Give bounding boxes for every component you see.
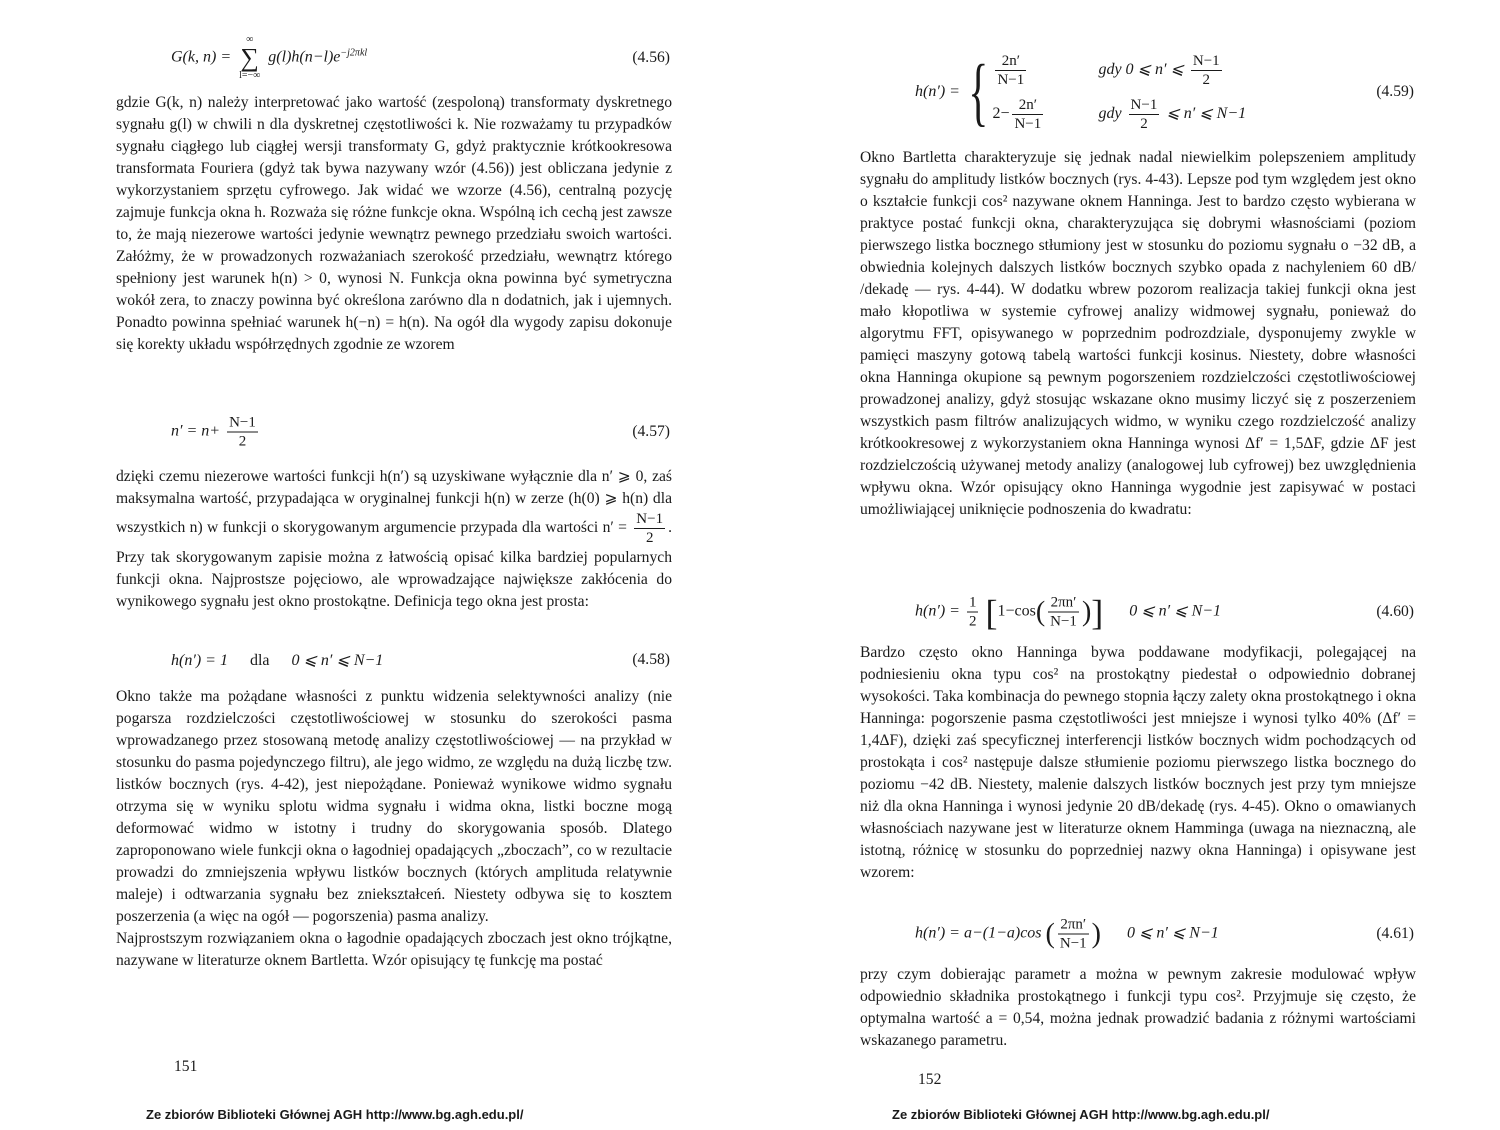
equation-4-60: h(n′) = $\frac{1}{2}$ [1−cos( $\frac{2\pi n'}{N-1}$ )] 0 ⩽ n′ ⩽ N−1 (4.60) <box>915 592 1414 632</box>
eq-number: (4.58) <box>632 651 670 668</box>
equation-4-57: n′ = n+ $\frac{N-1}{2}$ (4.57) <box>171 414 670 450</box>
equation-4-58: h(n′) = 1 dla 0 ⩽ n′ ⩽ N−1 (4.58) <box>171 651 670 669</box>
paragraph: gdzie G(k, n) należy interpretować jako wartość (zespoloną) transformaty dyskretnego sygnału g(l) w chwili n dla dyskretnej częstotliwości k. Nie rozważamy tu przypadków sygnału ciągłego lub ciągłej wersji transformaty G, gdyż praktycznie krótkookresowa transformata Fouriera (gdyż tak bywa nazywany wzór (4.56)) jest obliczana jedynie z wykorzystaniem sprzętu cyfrowego. Jak widać we wzorze (4.56), centralną pozycję zajmuje funkcja okna h. Rozważa się różne funkcje okna. Wspólną ich cechą jest zawsze to, że mają niezerowe wartości jedynie wewnątrz pewnego przedziału swoich wartości. Załóżmy, że w prowadzonych rozważaniach szerokość przedziału, wewnątrz którego spełniony jest warunek h(n) > 0, wynosi N. Funkcja okna powinna być symetryczna wokół zera, to znaczy powinna być określona zarówno dla n dodatnich, jak i ujemnych. Ponadto powinna spełniać warunek h(−n) = h(n). Na ogół dla wygody zapisu dokonuje się korekty układu współrzędnych zgodnie ze wzorem <box>116 94 672 353</box>
library-footer: Ze zbiorów Biblioteki Głównej AGH http://www.bg.agh.edu.pl/ <box>892 1107 1270 1122</box>
paragraph: Bardzo często okno Hanninga bywa poddawane modyfikacji, polegającej na podniesieniu okna typu cos² na prostokątny piedestał o odpowiednio dobranej wysokości. Taka kombinacja do pewnego stopnia łączy zalety okna prostokątnego i okna Hanninga: pogorszenie pasma częstotliwości jest mniejsze i wynosi tylko 40% (Δf′ = 1,4ΔF), dzięki zaś specyficznej interferencji listków bocznych widm pochodzących od prostokąta i cos² następuje dalsze stłumienie poziomu pierwszego listka bocznego do poziomu −42 dB. Niestety, malenie dalszych listków bocznych jest przy tym mniejsze niż dla okna Hanninga i wynosi jedynie 20 dB/dekadę (rys. 4-45). Okno o omawianych własnościach nazywane jest w literaturze oknem Hamminga (uwaga na nieznaczną, ale istotną, różnicę w stosunku do poprzedniej nazwy okna Hanninga) i opisywane jest wzorem: <box>860 644 1416 881</box>
eq-4-56-exponent: −j2πkl <box>340 47 368 59</box>
paragraph: Okno Bartletta charakteryzuje się jednak nadal niewielkim polepszeniem amplitudy sygnału do amplitudy listków bocznych (rys. 4-43). Lepsze pod tym względem jest okno o kształcie funkcji cos² nazywane oknem Hanninga. Jest to bardzo często wybierana w praktyce postać funkcji okna, charakteryzująca się dobrymi własnościami (poziom pierwszego listka bocznego stłumiony jest w stosunku do poziomu sygnału o −32 dB, a obwiednia kolejnych dalszych listków bocznych szybko opada z nachyleniem 60 dB/ /dekadę — rys. 4-44). W dodatku wbrew pozorom realizacja takiej funkcji okna jest mało kłopotliwa w systemie cyfrowej analizy widmowej sygnału, ponieważ do algorytmu FFT, opisywanego w poprzednim podrozdziale, dysponujemy zwykle w pamięci maszyny gotową tabelą wartości funkcji kosinus. Niestety, dobre własności okna Hanninga okupione są pewnym pogorszeniem rozdzielczości częstotliwościowej prowadzonej analizy, gdyż stosując wskazane okno musimy liczyć się z poszerzeniem wszystkich pasm filtrów analizujących widmo, w wyniku czego rozdzielczość analizy krótkookresowej z wykorzystaniem okna Hanninga wynosi Δf′ = 1,5ΔF, gdzie ΔF jest rozdzielczością używanej metody analizy (analogowej lub cyfrowej) bez uwzględnienia wpływu okna. Wzór opisujący okno Hanninga wygodnie jest zapisywać w postaci umożliwiającej uniknięcie podnoszenia do kwadratu: <box>860 149 1416 518</box>
eq-number: (4.56) <box>632 49 670 66</box>
equation-4-56 <box>116 30 672 86</box>
page-number: 152 <box>918 1071 942 1088</box>
eq-number: (4.59) <box>1376 83 1414 100</box>
paragraph: dzięki czemu niezerowe wartości funkcji h(n′) są uzyskiwane wyłącznie dla n′ ⩾ 0, zaś maksymalna wartość, przypadająca w oryginalnej funkcji h(n) w zerze (h(0) ⩾ h(n) dla wszystkich n) w funkcji o skorygowanym argumencie przypada dla wartości n′ = $\frac{N-1}{2}$ . Przy tak skorygowanym zapisie można z łatwością opisać kilka bardziej popularnych funkcji okna. Najprostsze pojęciowo, ale wprowadzające największe zakłócenia do wynikowego sygnału jest okno prostokątne. Definicja tego okna jest prosta: <box>116 468 672 610</box>
equation-4-59: h(n′) = { $\frac{2n'}{N-1}$ gdy 0 ⩽ n′ ⩽ $\frac{N-1}{2}$ 2− $\frac{2n'}{N-1}$ gdy $\frac{N-1}{2}$ ⩽ n′ ⩽ N−1 (4.59) <box>915 50 1414 134</box>
eq-number: (4.61) <box>1376 925 1414 942</box>
eq-4-56-rhs: g(l)h(n−l)e <box>268 48 341 66</box>
paragraph: Okno także ma pożądane własności z punktu widzenia selektywności analizy (nie pogarsza rozdzielczości częstotliwościowej w stosunku do szerokości pasma wprowadzanego przez stosowaną metodę analizy częstotliwościowej — na przykład w stosunku do pasma pojedynczego filtru), ale jego widmo, ze względu na dużą liczbę tzw. listków bocznych (rys. 4-42), jest niepożądane. Ponieważ wynikowe widmo sygnału otrzyma się w wyniku splotu widma sygnału i widma okna, listki boczne mogą deformować widmo w istotny i trudny do skorygowania sposób. Dlatego zaproponowano wiele funkcji okna o łagodniej opadających „zboczach”, co w rezultacie prowadzi do zmniejszenia wpływu listków bocznych (których amplituda relatywnie maleje) i odtwarzania sygnału bez zniekształceń. Niestety odbywa się to kosztem poszerzenia (a więc na ogół — pogorszenia) pasma analizy. Najprostszym rozwiązaniem okna o łagodnie opadających zboczach jest okno trójkątne, nazywane w literaturze oknem Bartletta. Wzór opisujący tę funkcję ma postać <box>116 688 672 969</box>
inline-fraction: $\frac{N-1}{2}$ <box>636 511 664 546</box>
eq-number: (4.57) <box>632 423 670 440</box>
library-footer: Ze zbiorów Biblioteki Głównej AGH http://www.bg.agh.edu.pl/ <box>146 1107 524 1122</box>
equation-4-61: h(n′) = a−(1−a)cos ( $\frac{2\pi n'}{N-1}$ ) 0 ⩽ n′ ⩽ N−1 (4.61) <box>915 916 1414 952</box>
eq-number: (4.60) <box>1376 603 1414 620</box>
page-152 <box>860 0 1416 1130</box>
fraction: $\frac{N-1}{2}$ <box>229 414 256 450</box>
eq-4-56-lhs: G(k, n) = <box>171 48 232 66</box>
left-brace: { <box>968 50 989 134</box>
page-151 <box>116 0 672 1130</box>
page-number: 151 <box>174 1058 198 1075</box>
paragraph: przy czym dobierając parametr a można w pewnym zakresie modulować wpływ odpowiednio składnika prostokątnego i funkcji typu cos². Przyjmuje się często, że optymalna wartość a = 0,54, można jednak prowadzić badania z różnymi wartościami wskazanego parametru. <box>860 966 1416 1049</box>
sum-symbol: ∞ ∑ l=−∞ <box>239 34 261 81</box>
